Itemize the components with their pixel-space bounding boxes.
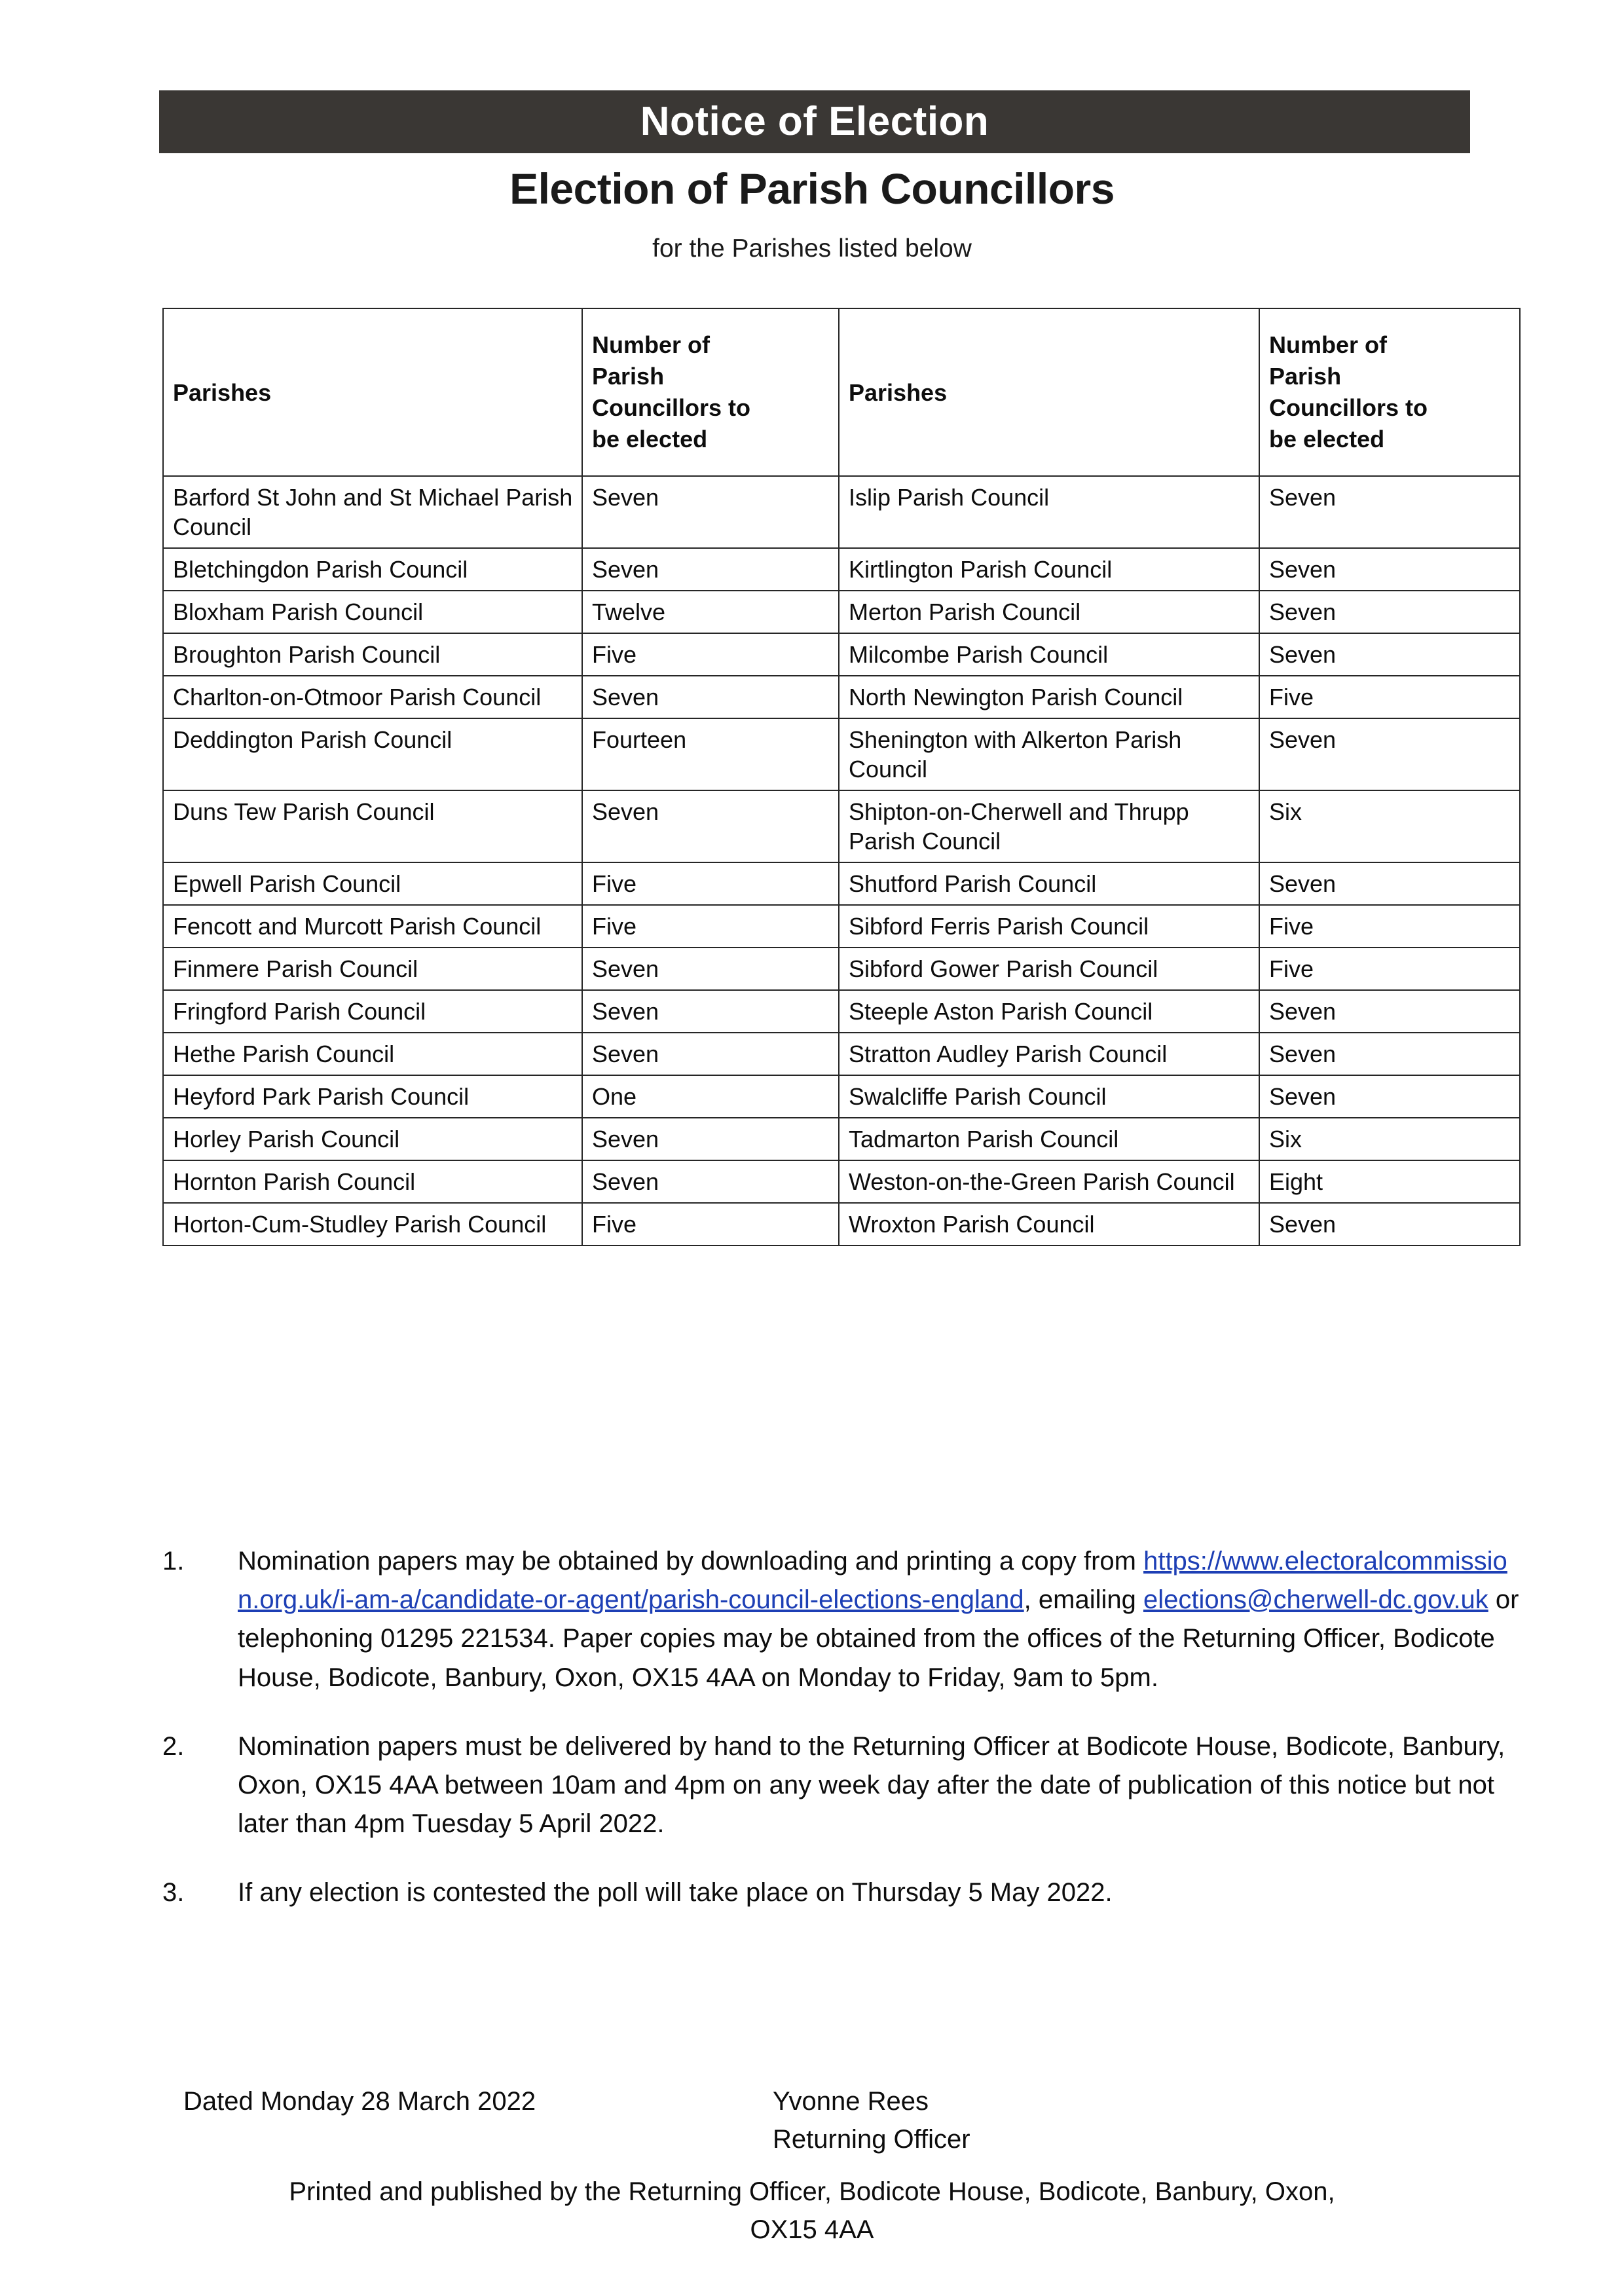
cell-parish-left: Broughton Parish Council — [163, 633, 582, 676]
table-row — [163, 1118, 1520, 1160]
officer-name: Yvonne Rees — [773, 2087, 929, 2116]
table-row — [163, 905, 1520, 948]
table-row — [163, 1203, 1520, 1245]
table-row — [163, 1160, 1520, 1203]
cell-parish-right: Steeple Aston Parish Council — [839, 990, 1259, 1033]
header-line-1: Number of — [1269, 331, 1387, 359]
cell-count-left: Fourteen — [582, 718, 839, 790]
table-row — [163, 591, 1520, 633]
table-row — [163, 476, 1520, 548]
cell-parish-right: North Newington Parish Council — [839, 676, 1259, 718]
table-row — [163, 718, 1520, 790]
note-text-part-1: Nomination papers may be obtained by downloading and printing a copy from — [238, 1547, 1144, 1576]
cell-parish-left: Duns Tew Parish Council — [163, 790, 582, 862]
cell-count-left: Seven — [582, 790, 839, 862]
cell-parish-left: Barford St John and St Michael Parish Council — [163, 476, 582, 548]
cell-count-right: Six — [1259, 790, 1520, 862]
header-line-2: Parish — [1269, 363, 1342, 390]
printed-line-2: OX15 4AA — [750, 2215, 874, 2244]
cell-count-left: Seven — [582, 476, 839, 548]
cell-count-right: Seven — [1259, 990, 1520, 1033]
header-line-2: Parish — [592, 363, 665, 390]
cell-parish-left: Heyford Park Parish Council — [163, 1075, 582, 1118]
cell-count-left: Seven — [582, 948, 839, 990]
cell-parish-left: Fringford Parish Council — [163, 990, 582, 1033]
cell-parish-right: Islip Parish Council — [839, 476, 1259, 548]
cell-parish-right: Tadmarton Parish Council — [839, 1118, 1259, 1160]
cell-count-right: Six — [1259, 1118, 1520, 1160]
note-text: Nomination papers must be delivered by hand to the Returning Officer at Bodicote House, Bodicote, Banbury, Oxon, OX15 4AA between 10am and 4pm on any week day after the date of publication of this notice but not later than 4pm Tuesday 5 April 2022. — [238, 1731, 1505, 1839]
cell-parish-left: Hethe Parish Council — [163, 1033, 582, 1075]
parishes-table-container — [162, 308, 1519, 1246]
cell-parish-right: Kirtlington Parish Council — [839, 548, 1259, 591]
note-text — [238, 1542, 1524, 1697]
table-row — [163, 990, 1520, 1033]
cell-parish-left: Horley Parish Council — [163, 1118, 582, 1160]
cell-count-left: One — [582, 1075, 839, 1118]
header-line-1: Number of — [592, 331, 710, 359]
cell-parish-right: Sibford Ferris Parish Council — [839, 905, 1259, 948]
cell-count-right: Seven — [1259, 718, 1520, 790]
header-line-4: be elected — [1269, 425, 1385, 452]
note-item-3 — [162, 1873, 1524, 1912]
cell-count-left: Five — [582, 633, 839, 676]
cell-count-right: Seven — [1259, 1075, 1520, 1118]
cell-count-right: Seven — [1259, 476, 1520, 548]
table-row — [163, 633, 1520, 676]
cell-count-right: Five — [1259, 676, 1520, 718]
page-title: Election of Parish Councillors — [509, 164, 1115, 213]
table-row — [163, 862, 1520, 905]
note-number: 1. — [162, 1547, 185, 1576]
elections-email-link[interactable]: elections@cherwell-dc.gov.uk — [1143, 1585, 1488, 1615]
cell-count-left: Seven — [582, 548, 839, 591]
notice-banner — [159, 90, 1470, 153]
cell-count-right: Seven — [1259, 1203, 1520, 1245]
note-item-1 — [162, 1542, 1524, 1697]
cell-count-left: Seven — [582, 1118, 839, 1160]
electoral-commission-link[interactable]: https://www.electoralcommission.org.uk/i-am-a/candidate-or-agent/parish-council-elections-england — [238, 1547, 1507, 1615]
cell-parish-right: Milcombe Parish Council — [839, 633, 1259, 676]
cell-count-left: Seven — [582, 1033, 839, 1075]
cell-parish-right: Shipton-on-Cherwell and Thrupp Parish Council — [839, 790, 1259, 862]
cell-parish-left: Hornton Parish Council — [163, 1160, 582, 1203]
cell-parish-left: Bloxham Parish Council — [163, 591, 582, 633]
officer-title: Returning Officer — [773, 2125, 970, 2154]
cell-count-right: Seven — [1259, 548, 1520, 591]
notes-list — [162, 1542, 1524, 1943]
cell-count-left: Five — [582, 905, 839, 948]
notice-footer — [0, 2082, 1624, 2249]
parishes-table — [162, 308, 1521, 1246]
table-header-row — [163, 308, 1520, 476]
note-number: 2. — [162, 1731, 185, 1761]
page-subtitle: for the Parishes listed below — [652, 234, 972, 263]
cell-parish-left: Bletchingdon Parish Council — [163, 548, 582, 591]
header-line-3: Councillors to — [1269, 394, 1428, 421]
cell-parish-right: Shenington with Alkerton Parish Council — [839, 718, 1259, 790]
cell-count-right: Five — [1259, 905, 1520, 948]
header-line-4: be elected — [592, 425, 708, 452]
note-text-part-2: , emailing — [1024, 1585, 1143, 1615]
cell-count-right: Eight — [1259, 1160, 1520, 1203]
cell-count-right: Seven — [1259, 591, 1520, 633]
cell-count-left: Seven — [582, 1160, 839, 1203]
cell-count-right: Seven — [1259, 1033, 1520, 1075]
cell-parish-right: Weston-on-the-Green Parish Council — [839, 1160, 1259, 1203]
table-row — [163, 1075, 1520, 1118]
cell-parish-right: Merton Parish Council — [839, 591, 1259, 633]
column-header-parishes-right: Parishes — [839, 308, 1259, 476]
table-row — [163, 548, 1520, 591]
table-row — [163, 948, 1520, 990]
printed-line-1: Printed and published by the Returning Officer, Bodicote House, Bodicote, Banbury, Oxon, — [289, 2177, 1335, 2206]
parishes-table-body — [163, 476, 1520, 1245]
cell-parish-left: Fencott and Murcott Parish Council — [163, 905, 582, 948]
cell-parish-left: Epwell Parish Council — [163, 862, 582, 905]
note-item-2 — [162, 1727, 1524, 1844]
cell-parish-right: Sibford Gower Parish Council — [839, 948, 1259, 990]
column-header-count-right — [1259, 308, 1520, 476]
cell-count-right: Five — [1259, 948, 1520, 990]
column-header-count-left — [582, 308, 839, 476]
cell-parish-left: Charlton-on-Otmoor Parish Council — [163, 676, 582, 718]
banner-title: Notice of Election — [640, 99, 989, 144]
cell-count-right: Seven — [1259, 862, 1520, 905]
cell-count-left: Five — [582, 1203, 839, 1245]
printed-by-text — [0, 2173, 1624, 2249]
note-text-part-3: or telephoning 01295 221534. Paper copies may be obtained from the offices of the Returning Officer, Bodicote House, Bodicote, Banbury, Oxon, OX15 4AA on Monday to Friday, 9am to 5pm. — [238, 1585, 1519, 1692]
cell-count-left: Twelve — [582, 591, 839, 633]
cell-count-left: Five — [582, 862, 839, 905]
table-row — [163, 790, 1520, 862]
note-text: If any election is contested the poll will take place on Thursday 5 May 2022. — [238, 1878, 1113, 1908]
signature-row — [183, 2082, 1624, 2167]
cell-parish-right: Swalcliffe Parish Council — [839, 1075, 1259, 1118]
dated-text: Dated Monday 28 March 2022 — [183, 2087, 536, 2116]
table-row — [163, 1033, 1520, 1075]
cell-parish-left: Finmere Parish Council — [163, 948, 582, 990]
cell-parish-left: Horton-Cum-Studley Parish Council — [163, 1203, 582, 1245]
header-line-3: Councillors to — [592, 394, 750, 421]
cell-parish-right: Shutford Parish Council — [839, 862, 1259, 905]
column-header-parishes-left: Parishes — [163, 308, 582, 476]
table-row — [163, 676, 1520, 718]
returning-officer-block — [773, 2082, 970, 2158]
cell-count-right: Seven — [1259, 633, 1520, 676]
cell-parish-left: Deddington Parish Council — [163, 718, 582, 790]
note-number: 3. — [162, 1878, 185, 1908]
cell-parish-right: Stratton Audley Parish Council — [839, 1033, 1259, 1075]
cell-parish-right: Wroxton Parish Council — [839, 1203, 1259, 1245]
cell-count-left: Seven — [582, 676, 839, 718]
cell-count-left: Seven — [582, 990, 839, 1033]
